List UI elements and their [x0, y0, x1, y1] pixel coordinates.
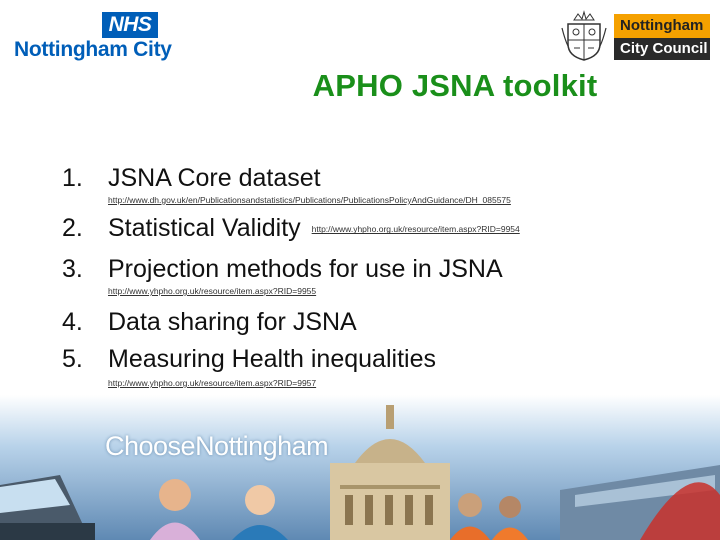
list-item-4 [62, 307, 357, 337]
list-item-text: Statistical Validity [108, 214, 301, 242]
list-item-text: Data sharing for JSNA [108, 308, 357, 336]
link-core-dataset[interactable]: http://www.dh.gov.uk/en/Publicationsandstatistics/Publications/PublicationsPolicyAndGuidance/DH_085575 [108, 195, 511, 205]
council-logo-line2: City Council [614, 38, 710, 60]
link-health-inequalities[interactable]: http://www.yhpho.org.uk/resource/item.aspx?RID=9957 [108, 378, 317, 388]
list-item-number: 3. [62, 255, 83, 283]
council-logo-line1: Nottingham [620, 17, 704, 34]
list-item-number: 1. [62, 164, 83, 192]
list-item-text: Measuring Health inequalities [108, 345, 436, 373]
page-title-text: APHO JSNA toolkit [312, 68, 598, 103]
list-item-number: 2. [62, 214, 83, 242]
list-item-2 [62, 213, 520, 244]
list-item-number: 4. [62, 308, 83, 336]
council-logo [614, 14, 710, 60]
nhs-org-name: Nottingham City [14, 38, 172, 61]
nhs-badge: NHS [102, 12, 158, 38]
list-item-text: JSNA Core dataset [108, 164, 321, 192]
list-item-text: Projection methods for use in JSNA [108, 255, 503, 283]
list-item-1 [62, 163, 321, 193]
city-collage-image [0, 395, 720, 540]
nhs-logo [14, 12, 172, 62]
choose-nottingham-brand: ChooseNottingham [105, 431, 329, 461]
list-item-5 [62, 344, 436, 374]
list-item-3 [62, 254, 503, 284]
council-crest-icon [560, 10, 608, 62]
list-item-number: 5. [62, 345, 83, 373]
link-statistical-validity[interactable]: http://www.yhpho.org.uk/resource/item.aspx?RID=9954 [311, 224, 520, 235]
city-photo-banner [0, 395, 720, 540]
link-projection-methods[interactable]: http://www.yhpho.org.uk/resource/item.aspx?RID=9955 [108, 286, 317, 296]
page-title [0, 68, 720, 104]
